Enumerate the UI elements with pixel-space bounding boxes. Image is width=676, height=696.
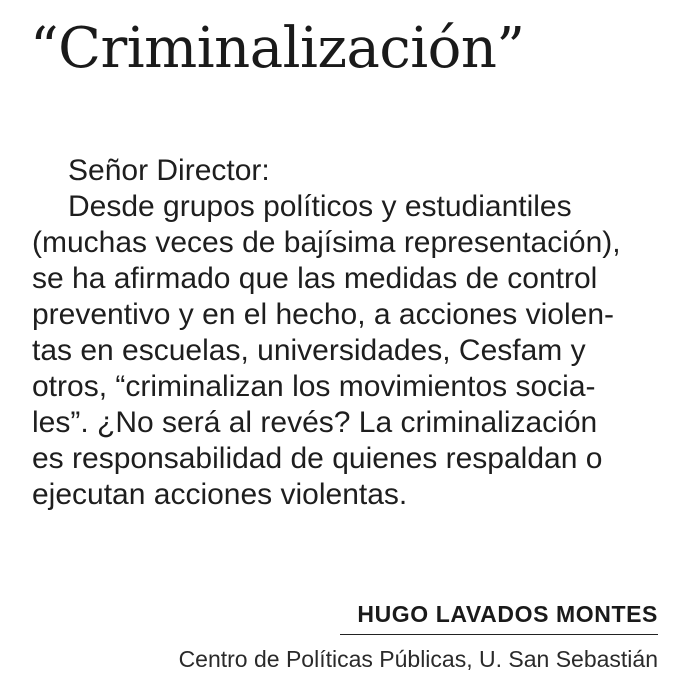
article-title: “Criminalización”	[30, 16, 525, 81]
body-line: les”. ¿No será al revés? La criminalización	[32, 406, 598, 439]
signature-divider	[340, 634, 658, 635]
body-line: otros, “criminalizan los movimientos socia-	[32, 370, 596, 403]
letter-body	[32, 153, 652, 513]
letter-paragraph	[32, 189, 652, 513]
body-line: ejecutan acciones violentas.	[32, 478, 408, 511]
body-line: preventivo y en el hecho, a acciones violen-	[32, 298, 615, 331]
body-line: (muchas veces de bajísima representación),	[32, 226, 621, 259]
body-line: se ha afirmado que las medidas de control	[32, 262, 598, 295]
author-affiliation: Centro de Políticas Públicas, U. San Sebastián	[178, 646, 658, 672]
salutation: Señor Director:	[68, 154, 270, 187]
body-line: tas en escuelas, universidades, Cesfam y	[32, 334, 586, 367]
signature-block	[32, 600, 658, 673]
body-line: Desde grupos políticos y estudiantiles	[68, 190, 572, 223]
author-name: HUGO LAVADOS MONTES	[357, 601, 658, 627]
body-line: es responsabilidad de quienes respaldan o	[32, 442, 603, 475]
